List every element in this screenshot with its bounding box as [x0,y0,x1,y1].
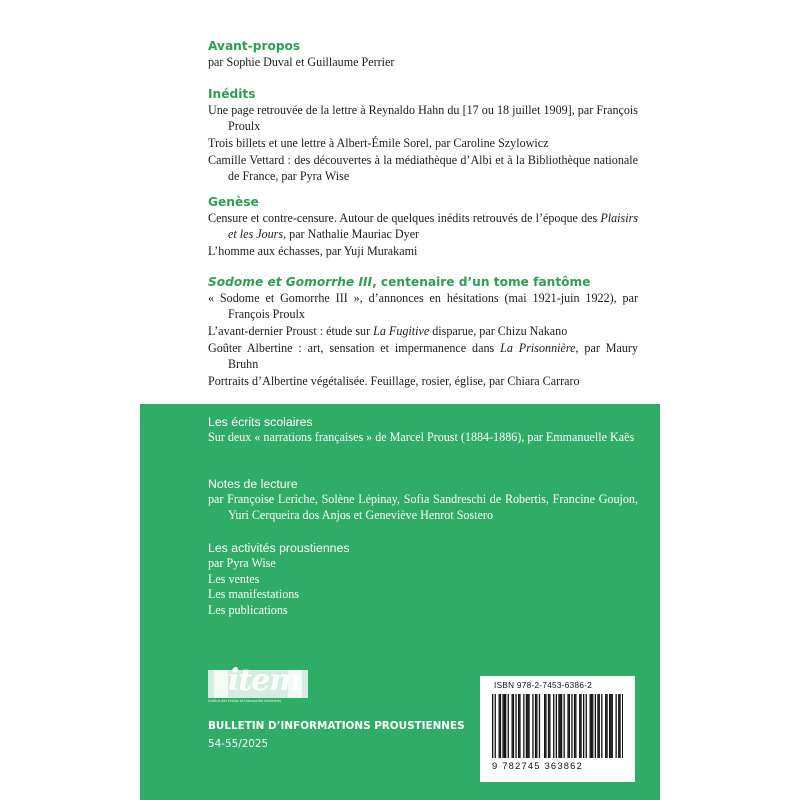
contents-line [208,341,638,372]
barcode-bar [590,694,591,758]
barcode-bar [580,694,581,758]
heading-rest: , centenaire d’un tome fantôme [372,275,591,289]
barcode-bar [502,694,503,758]
barcode-bar [558,694,559,758]
contents-line: Camille Vettard : des découvertes à la médiathèque d’Albi et à la Bibliothèque nationale de France, par Pyra Wise [208,153,638,183]
book-title-italic: La Fugitive [373,323,430,338]
contents-line: « Sodome et Gomorrhe III », d’annonces en hésitations (mai 1921-juin 1922), par François Proulx [208,291,638,321]
section-heading: Les écrits scolaires [208,415,313,429]
barcode-bar [504,694,505,758]
barcode-bar [549,694,550,758]
section-heading: Notes de lecture [208,477,298,491]
contents-line: Une page retrouvée de la lettre à Reynaldo Hahn du [17 ou 18 juillet 1909], par François Proulx [208,103,638,133]
barcode-bar [500,694,501,758]
barcode-bar [544,694,545,758]
section-heading: Genèse [208,195,259,209]
barcode-bar [579,694,580,758]
barcode-bar [616,694,617,758]
barcode-bar [553,694,554,758]
barcode-bar [619,694,620,758]
back-cover-page [140,0,660,800]
contents-line: par Françoise Leriche, Solène Lépinay, Sofia Sandreschi de Robertis, Francine Goujon, Yuri Cerqueira dos Anjos et Geneviève Henrot Sostero [208,492,638,522]
barcode-bar [545,694,546,758]
contents-line [208,324,638,340]
barcode-bar [527,694,528,758]
line-text: L’avant-dernier Proust : étude sur [208,323,374,338]
ean-digits: 9 782745 363862 [492,760,583,771]
barcode-bars [492,694,623,760]
barcode-bar [526,694,527,758]
barcode-bar [583,694,584,758]
section-avant-propos [208,38,638,72]
barcode-bar [622,694,623,758]
barcode-bar [605,694,606,758]
barcode-bar [575,694,576,758]
barcode-bar [560,694,561,758]
contents-line: par Pyra Wise [208,556,276,570]
barcode-bar [571,694,572,758]
logo-wordmark: item [228,663,301,698]
barcode-bar [495,694,496,758]
barcode-bar [539,694,540,758]
barcode-bar [528,694,529,758]
barcode-bar [515,694,516,758]
line-text: disparue, par Chizu Nakano [429,323,568,338]
barcode-bar [564,694,565,758]
barcode-bar [519,694,520,758]
contents-line: par Sophie Duval et Guillaume Perrier [208,55,395,69]
section-ecrits-scolaires [208,414,638,446]
barcode-bar [586,694,587,758]
issue-number: 54-55/2025 [208,738,269,750]
barcode-bar [518,694,519,758]
book-title-italic: La Prisonnière [500,341,576,356]
section-activites [208,540,638,618]
barcode-bar [592,694,593,758]
barcode-bar [535,694,536,758]
section-heading: Avant-propos [208,39,301,53]
barcode-bar [595,694,596,758]
item-logo [208,663,308,706]
section-heading: Les activités proustiennes [208,541,350,555]
isbn-text: ISBN 978-2-7453-6386-2 [494,681,593,690]
barcode-bar [492,694,493,758]
barcode-bar [536,694,537,758]
section-inedits [208,86,638,186]
barcode-bar [532,694,533,758]
line-text: , par Nathalie Mauriac Dyer [283,226,420,241]
barcode-bar [513,694,514,758]
barcode-bar [567,694,568,758]
barcode-bar [508,694,509,758]
barcode-bar [574,694,575,758]
contents-line: Les ventes [208,571,260,586]
barcode-bar [505,694,506,758]
section-heading [208,274,638,290]
contents-line: Portraits d’Albertine végétalisée. Feuillage, rosier, église, par Chiara Carraro [208,374,580,389]
contents-line [208,211,638,242]
barcode-bar [569,694,570,758]
contents-line: Les publications [208,602,288,617]
barcode-bar [597,694,598,758]
barcode-bar [512,694,513,758]
bulletin-title: BULLETIN D’INFORMATIONS PROUSTIENNES [208,720,465,732]
contents-line: L’homme aux échasses, par Yuji Murakami [208,243,418,258]
barcode-bar [610,694,611,758]
logo-tagline: Institut des textes et manuscrits modernes [208,699,282,703]
barcode-bar [609,694,610,758]
section-genese [208,194,638,261]
contents-line: Trois billets et une lettre à Albert-Émile Sorel, par Caroline Szylowicz [208,135,549,150]
book-title-italic: Plaisirs et les Jours [228,211,638,241]
barcode-bar [601,694,602,758]
section-heading: Inédits [208,87,256,101]
contents-line: Les manifestations [208,587,300,602]
section-notes-de-lecture [208,476,638,523]
barcode-bar [523,694,524,758]
barcode-box [480,676,635,782]
section-sodome [208,274,638,392]
barcode-bar [618,694,619,758]
line-text: Goûter Albertine : art, sensation et impermanence dans [208,341,501,356]
line-text: Censure et contre-censure. Autour de quelques inédits retrouvés de l’époque des [208,211,601,225]
contents-line: Sur deux « narrations françaises » de Marcel Proust (1884-1886), par Emmanuelle Kaës [208,430,635,444]
barcode-bar [591,694,592,758]
barcode-bar [599,694,600,758]
barcode-bar [548,694,549,758]
barcode-bar [499,694,500,758]
barcode-bar [606,694,607,758]
heading-italic: Sodome et Gomorrhe III [208,275,373,289]
barcode-bar [556,694,557,758]
barcode-bar [612,694,613,758]
line-text: , par Maury Bruhn [228,341,639,371]
logo-stripe [214,670,228,698]
barcode-bar [561,694,562,758]
